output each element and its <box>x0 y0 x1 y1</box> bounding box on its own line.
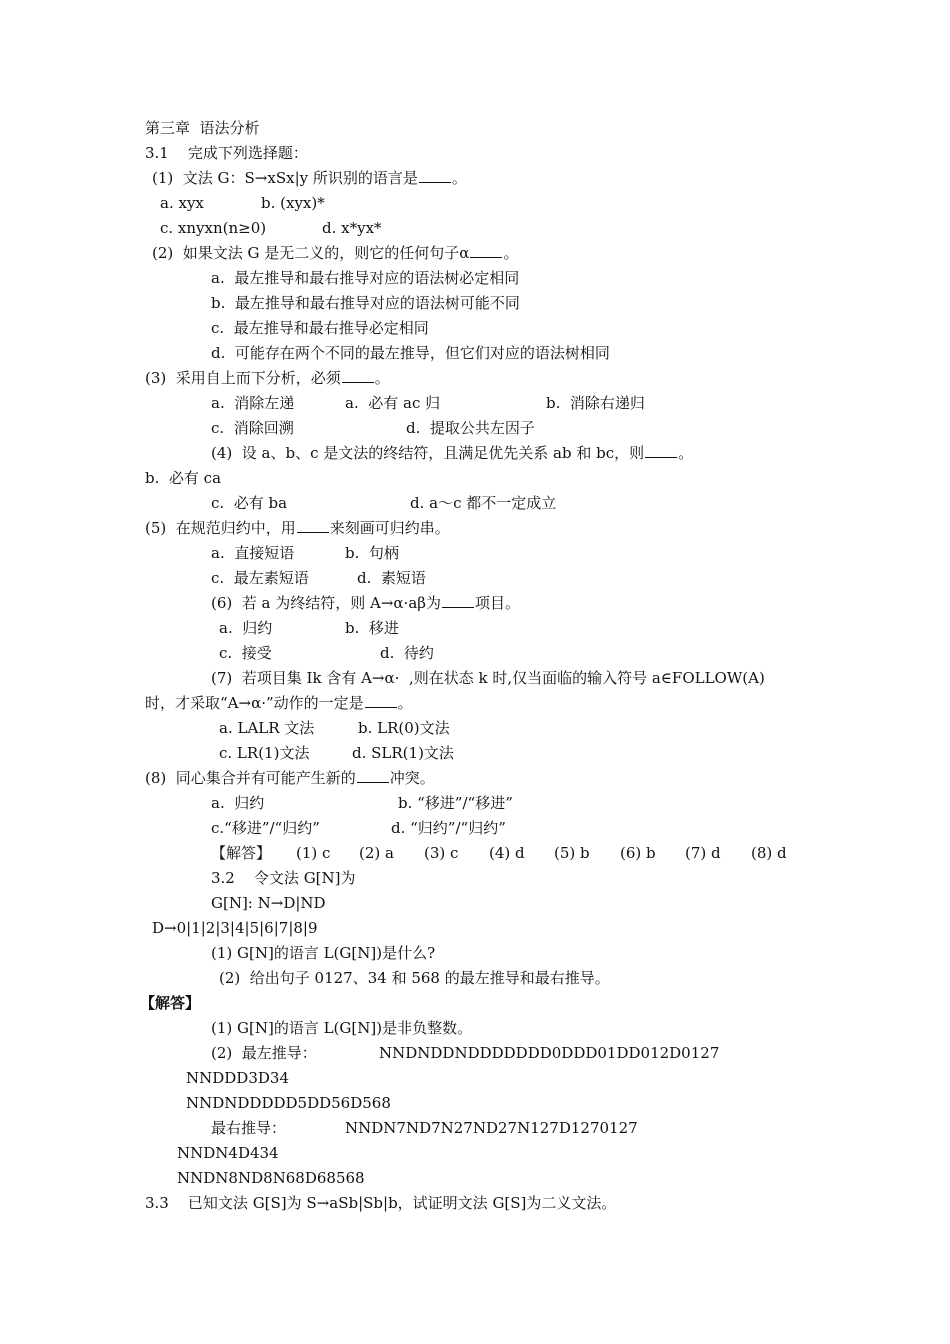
q8-option-d: d. “归约”/“归约” <box>391 819 506 837</box>
q2-option-a: a. 最左推导和最右推导对应的语法树必定相同 <box>211 269 520 287</box>
q6-option-c: c. 接受 <box>219 644 272 662</box>
answer-4: (4) d <box>489 844 525 862</box>
leftmost-derivation-1: NNDNDDNDDDDDDD0DDD01DD012D0127 <box>379 1044 720 1062</box>
answer-blank <box>342 368 374 383</box>
q3-option-c: c. 消除回溯 <box>211 419 294 437</box>
q7-stem: (7) 若项目集 Ik 含有 A→α· ,则在状态 k 时,仅当面临的输入符号 a∈FOLLOW(A) <box>211 669 765 687</box>
answer-3: (3) c <box>424 844 459 862</box>
answer-blank <box>645 443 677 458</box>
q1-option-d: d. x*yx* <box>322 219 382 237</box>
answer-blank <box>470 243 502 258</box>
q8-option-b: b. “移进”/“移进” <box>398 794 513 812</box>
answer-label-3-2: 【解答】 <box>140 994 201 1012</box>
q5-option-d: d. 素短语 <box>357 569 426 587</box>
q2-option-c: c. 最左推导和最右推导必定相同 <box>211 319 429 337</box>
rightmost-label: 最右推导： <box>211 1119 287 1137</box>
q5-option-a: a. 直接短语 <box>211 544 295 562</box>
leftmost-derivation-2: NNDDD3D34 <box>186 1069 289 1087</box>
answer-blank <box>442 593 474 608</box>
q4-option-c: c. 必有 ba <box>211 494 288 512</box>
q8-stem: (8) 同心集合并有可能产生新的 冲突。 <box>145 769 435 787</box>
q7-option-b: b. LR(0)文法 <box>358 719 450 737</box>
q4-stem: (4) 设 a、b、c 是文法的终结符，且满足优先关系 ab 和 bc，则 。 <box>211 444 694 462</box>
q1-option-b: b. (xyx)* <box>261 194 325 212</box>
q3-option-d: d. 提取公共左因子 <box>406 419 535 437</box>
q1-stem: (1) 文法 G：S→xSx|y 所识别的语言是 。 <box>152 169 467 187</box>
q7-option-c: c. LR(1)文法 <box>219 744 310 762</box>
leftmost-label: (2) 最左推导： <box>211 1044 317 1062</box>
grammar-rule-2: D→0|1|2|3|4|5|6|7|8|9 <box>152 919 318 937</box>
q3-stem: (3) 采用自上而下分析，必须 。 <box>145 369 390 387</box>
q3-option-b: b. 消除右递归 <box>546 394 645 412</box>
q6-stem: (6) 若 a 为终结符，则 A→α·aβ为 项目。 <box>211 594 520 612</box>
answer-blank <box>365 693 397 708</box>
q2-option-d: d. 可能存在两个不同的最左推导，但它们对应的语法树相同 <box>211 344 610 362</box>
q5-option-b: b. 句柄 <box>345 544 399 562</box>
answer-5: (5) b <box>554 844 590 862</box>
answer-7: (7) d <box>685 844 721 862</box>
q1-option-c: c. xnyxn(n≥0) <box>160 219 267 237</box>
answer-blank <box>419 168 451 183</box>
rightmost-derivation-2: NNDN4D434 <box>177 1144 279 1162</box>
answer-blank <box>297 518 329 533</box>
leftmost-derivation-3: NNDNDDDDD5DD56D568 <box>186 1094 391 1112</box>
q6-option-d: d. 待约 <box>380 644 434 662</box>
q8-option-c: c.“移进”/“归约” <box>211 819 320 837</box>
section-3-2-heading: 3.2 令文法 G[N]为 <box>211 869 356 887</box>
q5-stem: (5) 在规范归约中，用 来刻画可归约串。 <box>145 519 450 537</box>
answer-2: (2) a <box>359 844 394 862</box>
q7-stem-continued: 时，才采取“A→α·”动作的一定是 。 <box>145 694 413 712</box>
q4-option-d: d. a～c 都不一定成立 <box>410 494 557 512</box>
q5-option-c: c. 最左素短语 <box>211 569 309 587</box>
q4-option-b: b. 必有 ca <box>145 469 222 487</box>
section-3-3-heading: 3.3 已知文法 G[S]为 S→aSb|Sb|b，试证明文法 G[S]为二义文法。 <box>145 1194 617 1212</box>
answer-1: (1) c <box>296 844 331 862</box>
q7-option-d: d. SLR(1)文法 <box>352 744 454 762</box>
q2-stem: (2) 如果文法 G 是无二义的，则它的任何句子α 。 <box>152 244 519 262</box>
q6-option-a: a. 归约 <box>219 619 273 637</box>
section-3-1-heading: 3.1 完成下列选择题： <box>145 144 308 162</box>
answer-6: (6) b <box>620 844 656 862</box>
answer-32-1: (1) G[N]的语言 L(G[N])是非负整数。 <box>211 1019 473 1037</box>
q2-option-b: b. 最左推导和最右推导对应的语法树可能不同 <box>211 294 520 312</box>
q6-option-b: b. 移进 <box>345 619 399 637</box>
answer-blank <box>357 768 389 783</box>
chapter-title: 第三章 语法分析 <box>145 119 260 137</box>
q8-option-a: a. 归约 <box>211 794 265 812</box>
answer-8: (8) d <box>751 844 787 862</box>
q32-1: (1) G[N]的语言 L(G[N])是什么? <box>211 944 436 962</box>
rightmost-derivation-1: NNDN7ND7N27ND27N127D1270127 <box>345 1119 638 1137</box>
q7-option-a: a. LALR 文法 <box>219 719 315 737</box>
grammar-rule-1: G[N]: N→D|ND <box>211 894 326 912</box>
answer-label-3-1: 【解答】 <box>211 844 272 862</box>
q3-option-a: a. 消除左递 <box>211 394 295 412</box>
q1-option-a: a. xyx <box>160 194 204 212</box>
rightmost-derivation-3: NNDN8ND8N68D68568 <box>177 1169 365 1187</box>
q3-option-a2: a. 必有 ac 归 <box>345 394 441 412</box>
q32-2: (2) 给出句子 0127、34 和 568 的最左推导和最右推导。 <box>219 969 610 987</box>
